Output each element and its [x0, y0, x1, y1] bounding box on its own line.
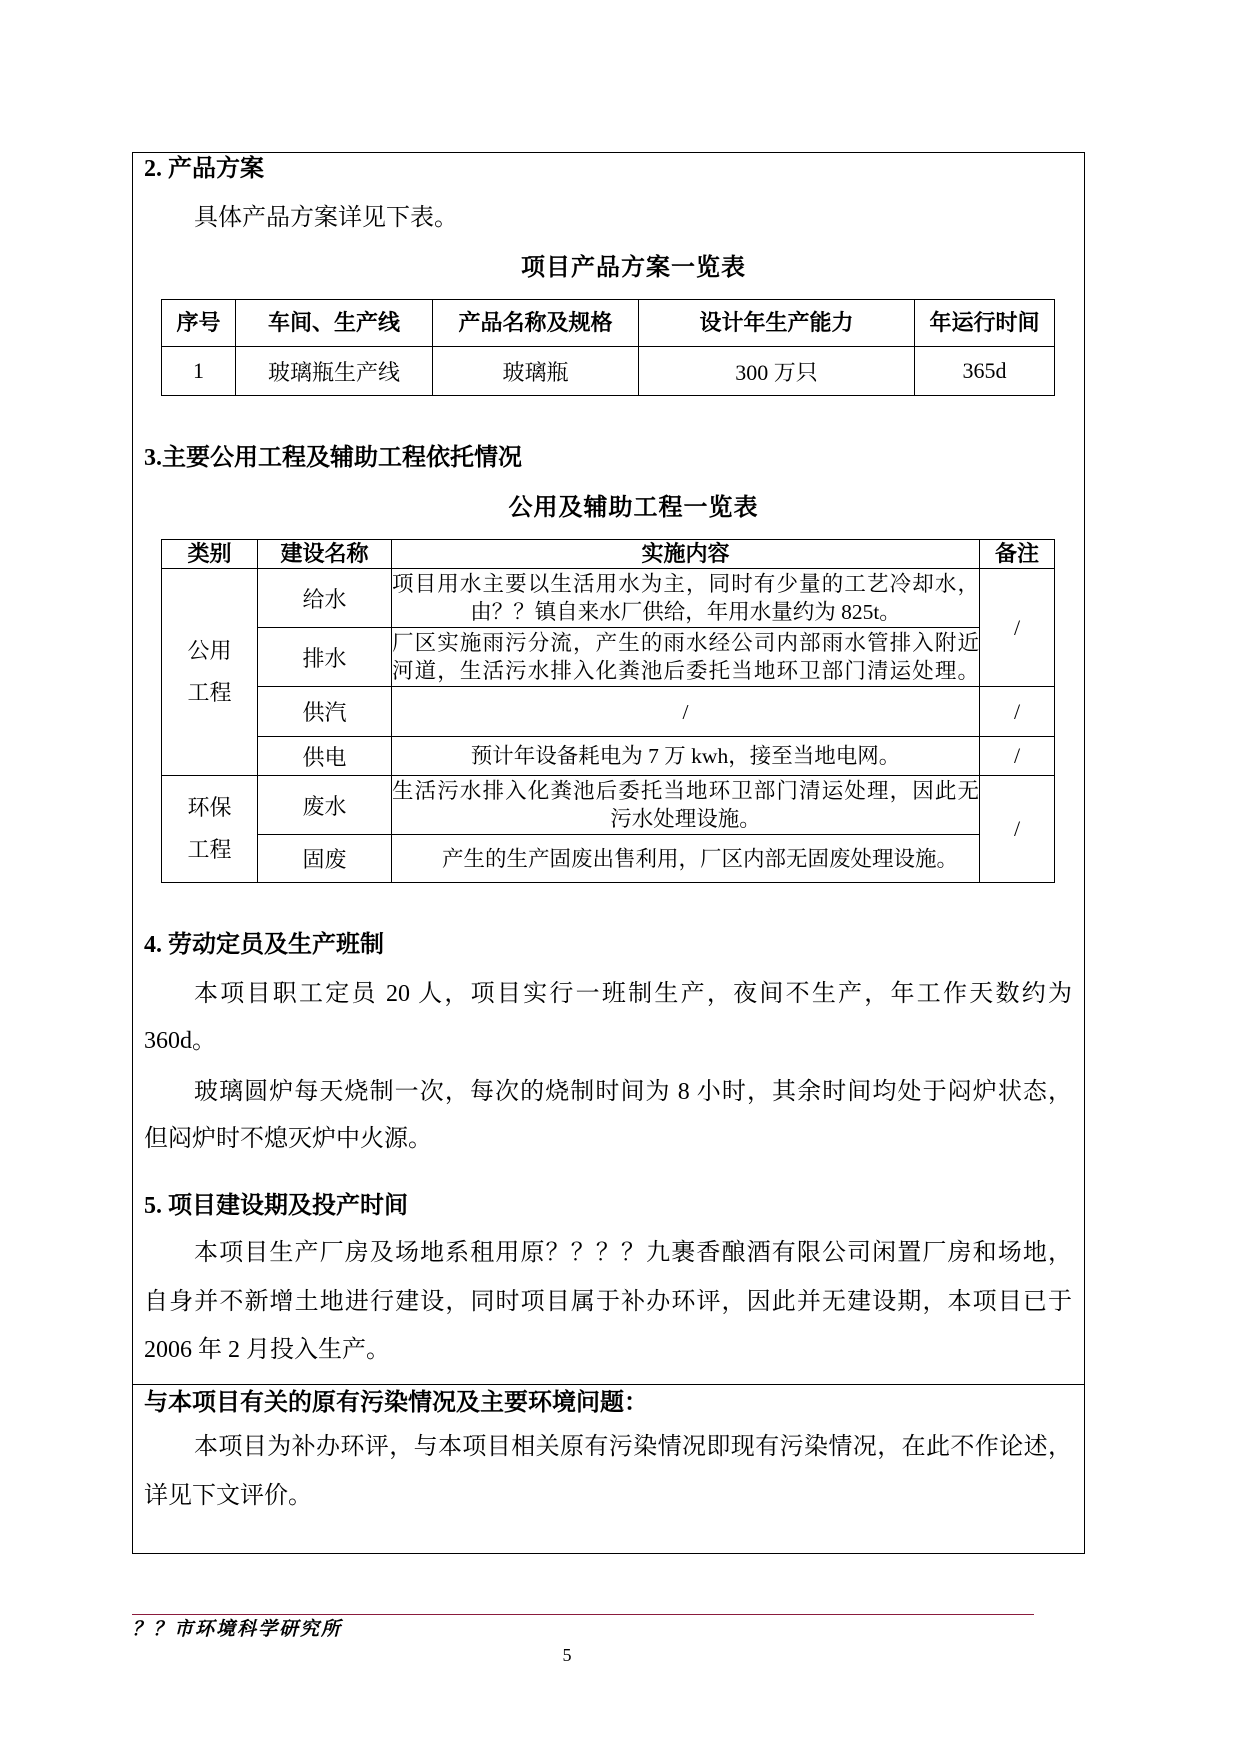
- footer-organization: ？？市环境科学研究所: [132, 1619, 343, 1640]
- item-content-cell: [392, 737, 980, 776]
- cell-product: 玻璃瓶: [433, 347, 639, 396]
- section-divider: [132, 1384, 1085, 1385]
- table-row: [162, 737, 1055, 776]
- paragraph-line: 本项目职工定员 20 人，项目实行一班制生产，夜间不生产，年工作天数约为: [194, 981, 1072, 1007]
- table-row: [162, 687, 1055, 737]
- item-content-cell: [392, 776, 980, 835]
- paragraph-line: 自身并不新增土地进行建设，同时项目属于补办环评，因此并无建设期，本项目已于: [144, 1289, 1072, 1315]
- item-name-cell: 供汽: [258, 687, 392, 737]
- remark-cell: /: [980, 569, 1055, 687]
- paragraph-line: 但闷炉时不熄灭炉中火源。: [144, 1126, 432, 1152]
- header-cell-remark: 备注: [980, 540, 1055, 569]
- table-row: [162, 569, 1055, 628]
- content-line: 项目用水主要以生活用水为主，同时有少量的工艺冷却水，: [392, 572, 979, 596]
- remark-cell: /: [980, 687, 1055, 737]
- item-content-cell: [392, 835, 980, 883]
- content-line: 预计年设备耗电为 7 万 kwh，接至当地电网。: [470, 744, 901, 768]
- header-cell-name: 建设名称: [258, 540, 392, 569]
- header-cell-workshop: 车间、生产线: [236, 300, 433, 347]
- paragraph-line: 2006 年 2 月投入生产。: [144, 1337, 390, 1363]
- product-table: [161, 299, 1055, 396]
- product-table-title: 项目产品方案一览表: [521, 255, 746, 281]
- category-cell-environmental: [162, 776, 258, 883]
- utilities-table-title: 公用及辅助工程一览表: [508, 495, 759, 521]
- paragraph-line: 360d。: [144, 1028, 216, 1054]
- table-row: [162, 628, 1055, 687]
- remark-cell: /: [980, 776, 1055, 883]
- category-line: 公用: [187, 638, 232, 663]
- content-line: 由？？镇自来水厂供给，年用水量约为 825t。: [470, 600, 901, 624]
- footer-rule: [132, 1614, 1034, 1615]
- content-line: 生活污水排入化粪池后委托当地环卫部门清运处理，因此无: [392, 779, 979, 803]
- cell-workshop: 玻璃瓶生产线: [236, 347, 433, 396]
- category-line: 工程: [187, 680, 232, 705]
- table-row: [162, 347, 1055, 396]
- header-cell-content: 实施内容: [392, 540, 980, 569]
- paragraph-line: 详见下文评价。: [144, 1483, 312, 1509]
- section-2-heading: 2. 产品方案: [144, 156, 264, 182]
- content-line: 河道，生活污水排入化粪池后委托当地环卫部门清运处理。: [392, 659, 979, 683]
- utilities-table: [161, 539, 1055, 883]
- table-header-row: [162, 300, 1055, 347]
- header-cell-runtime: 年运行时间: [915, 300, 1055, 347]
- category-line: 工程: [187, 837, 232, 862]
- category-line: 环保: [187, 795, 232, 820]
- content-line: 污水处理设施。: [610, 807, 761, 831]
- item-name-cell: 给水: [258, 569, 392, 628]
- remark-cell: /: [980, 737, 1055, 776]
- content-line: 厂区实施雨污分流，产生的雨水经公司内部雨水管排入附近: [392, 631, 979, 655]
- paragraph-line: 本项目生产厂房及场地系租用原？？？？九裹香酿酒有限公司闲置厂房和场地，: [194, 1240, 1072, 1266]
- cell-capacity: 300 万只: [639, 347, 915, 396]
- item-name-cell: 固废: [258, 835, 392, 883]
- item-name-cell: 排水: [258, 628, 392, 687]
- paragraph-line: 本项目为补办环评，与本项目相关原有污染情况即现有污染情况，在此不作论述，: [194, 1434, 1072, 1460]
- header-cell-category: 类别: [162, 540, 258, 569]
- header-cell-product: 产品名称及规格: [433, 300, 639, 347]
- content-line: /: [682, 699, 689, 724]
- section-3-heading: 3.主要公用工程及辅助工程依托情况: [144, 445, 522, 471]
- cell-runtime: 365d: [915, 347, 1055, 396]
- page-number: 5: [562, 1645, 572, 1665]
- section-5-heading: 5. 项目建设期及投产时间: [144, 1193, 408, 1219]
- header-cell-index: 序号: [162, 300, 236, 347]
- section-4-heading: 4. 劳动定员及生产班制: [144, 932, 384, 958]
- table-header-row: [162, 540, 1055, 569]
- item-content-cell: [392, 628, 980, 687]
- section-2-intro: 具体产品方案详见下表。: [194, 205, 458, 231]
- cell-index: 1: [162, 347, 236, 396]
- content-line: 产生的生产固废出售利用，厂区内部无固废处理设施。: [441, 846, 958, 871]
- item-content-cell: [392, 569, 980, 628]
- existing-pollution-heading: 与本项目有关的原有污染情况及主要环境问题：: [144, 1390, 648, 1416]
- category-cell-public: [162, 569, 258, 776]
- paragraph-line: 玻璃圆炉每天烧制一次，每次的烧制时间为 8 小时，其余时间均处于闷炉状态，: [194, 1079, 1072, 1105]
- item-name-cell: 废水: [258, 776, 392, 835]
- table-row: [162, 776, 1055, 835]
- item-name-cell: 供电: [258, 737, 392, 776]
- item-content-cell: [392, 687, 980, 737]
- table-row: [162, 835, 1055, 883]
- header-cell-capacity: 设计年生产能力: [639, 300, 915, 347]
